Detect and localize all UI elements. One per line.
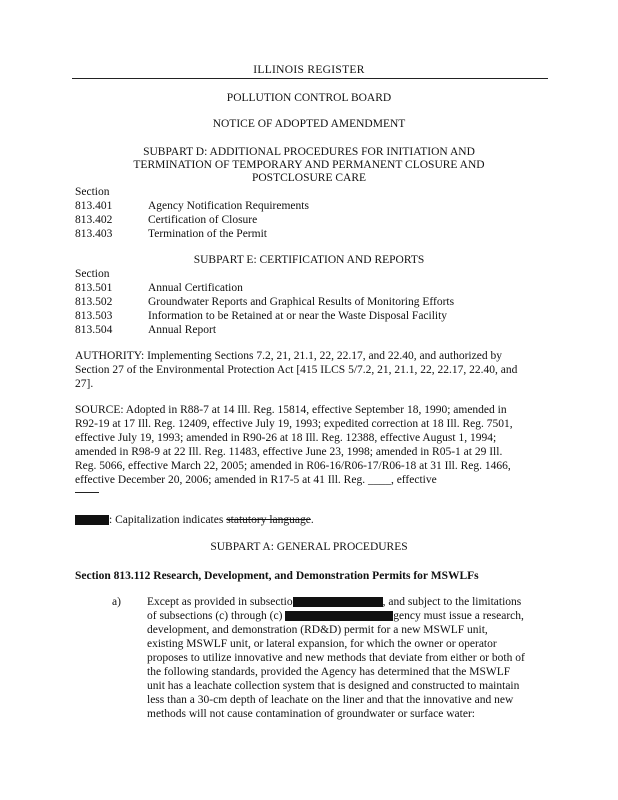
notice-title: NOTICE OF ADOPTED AMENDMENT	[212, 118, 406, 130]
item-line	[147, 596, 547, 610]
section-heading: Section 813.112 Research, Development, and Demonstration Permits for MSWLFs	[75, 570, 479, 582]
toc-row-number: 813.504	[75, 324, 113, 336]
toc-row-title: Agency Notification Requirements	[148, 200, 309, 212]
toc-row-title: Annual Report	[148, 324, 217, 336]
item-line: the following standards, provided the Agency has determined that the MSWLF	[147, 666, 511, 678]
board-name: POLLUTION CONTROL BOARD	[226, 92, 392, 104]
note-label-redaction	[75, 515, 109, 525]
note-line	[75, 514, 547, 528]
source-line: effective July 19, 1993; amended in R90-26 at 18 Ill. Reg. 12388, effective August 1, 1994;	[75, 432, 497, 444]
redaction-block	[293, 597, 383, 607]
subpart-e-section-label: Section	[75, 268, 110, 280]
subpart-e-title: SUBPART E: CERTIFICATION AND REPORTS	[193, 254, 425, 266]
register-title: ILLINOIS REGISTER	[253, 64, 365, 76]
toc-row-number: 813.403	[75, 228, 113, 240]
subpart-d-title-line2: TERMINATION OF TEMPORARY AND PERMANENT CLOSURE AND	[133, 159, 485, 171]
item-line: methods will not cause contamination of groundwater or surface water:	[147, 708, 475, 720]
item-line: development, and demonstration (RD&D) permit for a new MSWLF unit,	[147, 624, 488, 636]
toc-row-number: 813.502	[75, 296, 113, 308]
toc-row-title: Groundwater Reports and Graphical Results of Monitoring Efforts	[148, 296, 455, 308]
toc-row-title: Annual Certification	[148, 282, 243, 294]
redaction-block	[285, 611, 393, 621]
source-line: R92-19 at 17 Ill. Reg. 12409, effective July 19, 1993; expedited correction at 18 Ill. Reg. 7501,	[75, 418, 513, 430]
toc-row-title: Information to be Retained at or near the Waste Disposal Facility	[148, 310, 448, 322]
source-blank: ____	[367, 474, 391, 486]
source-line	[75, 474, 547, 488]
toc-row-title: Certification of Closure	[148, 214, 258, 226]
item-line	[147, 610, 547, 624]
item-line-text: gency must issue a research,	[393, 610, 524, 622]
authority-line: 27].	[75, 378, 94, 390]
source-trailing-rule	[75, 492, 99, 493]
toc-row-title: Termination of the Permit	[148, 228, 267, 240]
item-line-text: , and subject to the limitations	[382, 596, 522, 608]
item-line: unit has a leachate collection system that is designed and constructed to maintain	[147, 680, 520, 692]
note-struck-text: statutory language	[226, 514, 311, 526]
source-line: Reg. 5066, effective March 22, 2005; amended in R06-16/R06-17/R06-18 at 31 Ill. Reg. 1466,	[75, 460, 511, 472]
subpart-d-section-label: Section	[75, 186, 110, 198]
item-label: a)	[112, 596, 121, 608]
source-line: amended in R98-9 at 22 Ill. Reg. 11483, effective June 23, 1998; amended in R05-1 at 29 Ill.	[75, 446, 503, 458]
authority-line: Section 27 of the Environmental Protection Act [415 ILCS 5/7.2, 21, 21.1, 22, 22.17, 22.40, and	[75, 364, 518, 376]
note-text-end: .	[310, 514, 314, 526]
header-rule	[72, 78, 548, 79]
subpart-a-title: SUBPART A: GENERAL PROCEDURES	[210, 541, 408, 553]
source-line-text: , effective	[390, 474, 437, 486]
item-line-text: Except as provided in subsectio	[147, 596, 293, 608]
toc-row-number: 813.402	[75, 214, 113, 226]
item-line: existing MSWLF unit, or lateral expansion, for which the owner or operator	[147, 638, 497, 650]
toc-row-number: 813.401	[75, 200, 113, 212]
item-line: less than a 30-cm depth of leachate on the liner and that the innovative and new	[147, 694, 514, 706]
subpart-d-title-line1: SUBPART D: ADDITIONAL PROCEDURES FOR INITIATION AND	[143, 146, 475, 158]
source-line-text: effective December 20, 2006; amended in R17-5 at 41 Ill. Reg.	[75, 474, 368, 486]
subpart-d-title-line3: POSTCLOSURE CARE	[251, 172, 367, 184]
item-line: proposes to utilize innovative and new methods that deviate from either or both of	[147, 652, 525, 664]
toc-row-number: 813.501	[75, 282, 113, 294]
source-line: SOURCE: Adopted in R88-7 at 14 Ill. Reg. 15814, effective September 18, 1990; amended in	[75, 404, 507, 416]
note-text: : Capitalization indicates	[109, 514, 227, 526]
item-line-text: of subsections (c) through (c)	[147, 610, 286, 622]
authority-line: AUTHORITY: Implementing Sections 7.2, 21, 21.1, 22, 22.17, and 22.40, and authorized by	[75, 350, 502, 362]
toc-row-number: 813.503	[75, 310, 113, 322]
